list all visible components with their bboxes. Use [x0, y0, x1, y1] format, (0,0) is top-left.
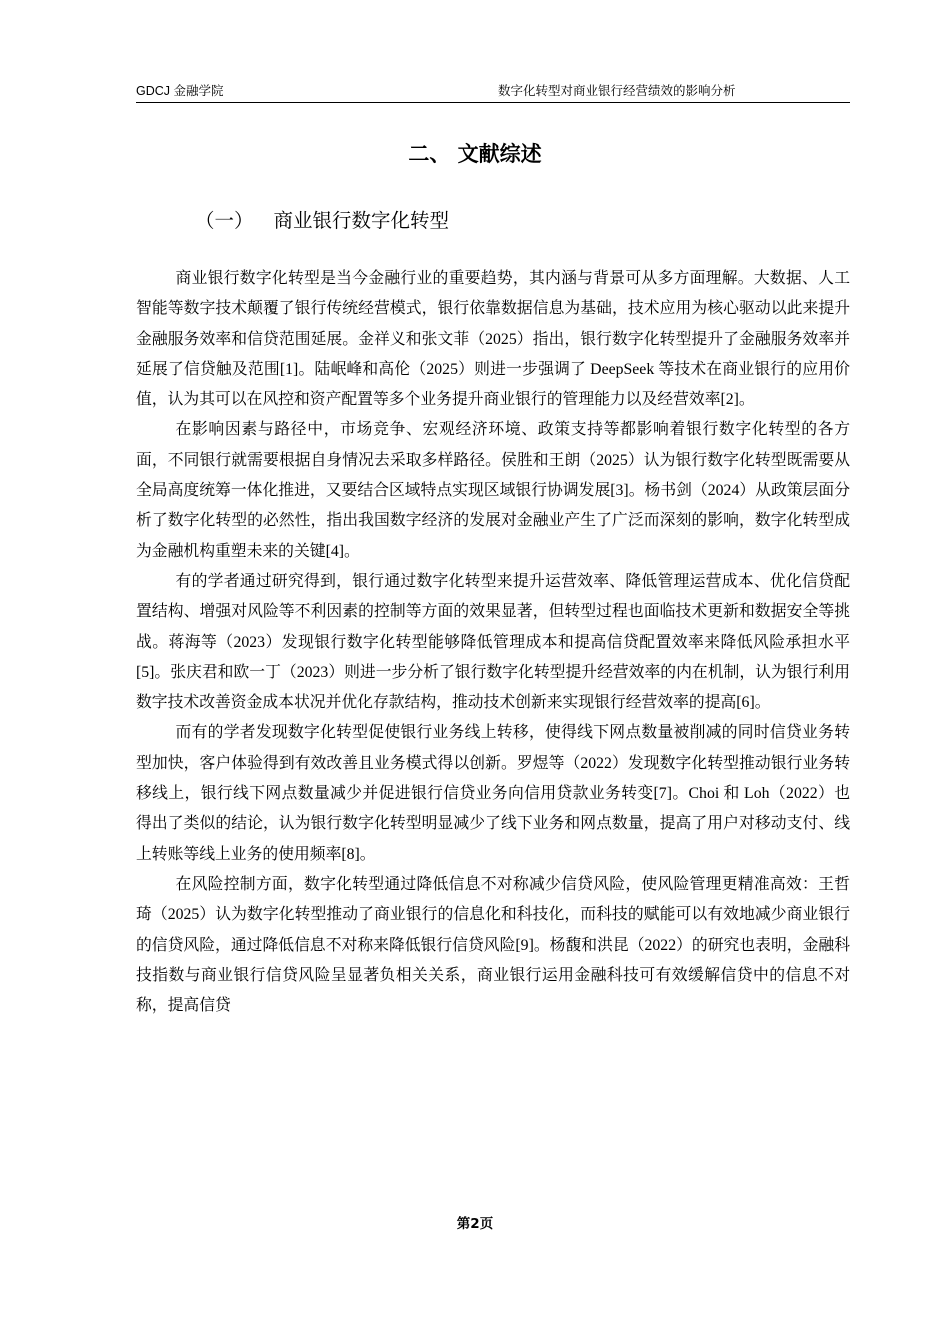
paragraph-4: 而有的学者发现数字化转型促使银行业务线上转移，使得线下网点数量被削减的同时信贷业务转型加快，客户体验得到有效改善且业务模式得以创新。罗煜等（2022）发现数字化转型推动银行业务转移线上，银行线下网点数量减少并促进银行信贷业务向信用贷款业务转变[7]。Choi 和 Loh（2022）也得出了类似的结论，认为银行数字化转型明显减少了线下业务和网点数量，提高了用户对移动支付、线上转账等线上业务的使用频率[8]。: [136, 724, 850, 863]
page-header: [136, 78, 850, 103]
section-title: 二、 文献综述: [408, 142, 542, 166]
header-institution: GDCJ 金融学院: [136, 84, 224, 98]
subsection-title: 商业银行数字化转型: [273, 209, 450, 232]
header-thesis-title: 数字化转型对商业银行经营绩效的影响分析: [498, 84, 736, 98]
paragraph-1: 商业银行数字化转型是当今金融行业的重要趋势，其内涵与背景可从多方面理解。大数据、人工智能等数字技术颠覆了银行传统经营模式，银行依靠数据信息为基础，技术应用为核心驱动以此来提升金融服务效率和信贷范围延展。金祥义和张文菲（2025）指出，银行数字化转型提升了金融服务效率并延展了信贷触及范围[1]。陆岷峰和高伦（2025）则进一步强调了 DeepSeek 等技术在商业银行的应用价值，认为其可以在风控和资产配置等多个业务提升商业银行的管理能力以及经营效率[2]。: [136, 270, 850, 409]
paragraph-2: 在影响因素与路径中，市场竞争、宏观经济环境、政策支持等都影响着银行数字化转型的各方面，不同银行就需要根据自身情况去采取多样路径。侯胜和王朗（2025）认为银行数字化转型既需要从全局高度统筹一体化推进，又要结合区域特点实现区域银行协调发展[3]。杨书剑（2024）从政策层面分析了数字化转型的必然性，指出我国数字经济的发展对金融业产生了广泛而深刻的影响，数字化转型成为金融机构重塑未来的关键[4]。: [136, 421, 850, 560]
page-number: 第2页: [456, 1216, 494, 1232]
subsection-heading: [195, 205, 449, 233]
paragraph-5: 在风险控制方面，数字化转型通过降低信息不对称减少信贷风险，使风险管理更精准高效：王哲琦（2025）认为数字化转型推动了商业银行的信息化和科技化，而科技的赋能可以有效地减少商业银行的信贷风险，通过降低信息不对称来降低银行信贷风险[9]。杨馥和洪昆（2022）的研究也表明，金融科技指数与商业银行信贷风险呈显著负相关关系，商业银行运用金融科技可有效缓解信贷中的信息不对称，提高信贷: [136, 875, 850, 1015]
subsection-number: （一）: [195, 209, 254, 232]
paragraph-3: 有的学者通过研究得到，银行通过数字化转型来提升运营效率、降低管理运营成本、优化信贷配置结构、增强对风险等不利因素的控制等方面的效果显著，但转型过程也面临技术更新和数据安全等挑战。蒋海等（2023）发现银行数字化转型能够降低管理成本和提高信贷配置效率来降低风险承担水平[5]。张庆君和欧一丁（2023）则进一步分析了银行数字化转型提升经营效率的内在机制，认为银行利用数字技术改善资金成本状况并优化存款结构，推动技术创新来实现银行经营效率的提高[6]。: [136, 572, 850, 712]
body-text: [136, 264, 850, 1021]
